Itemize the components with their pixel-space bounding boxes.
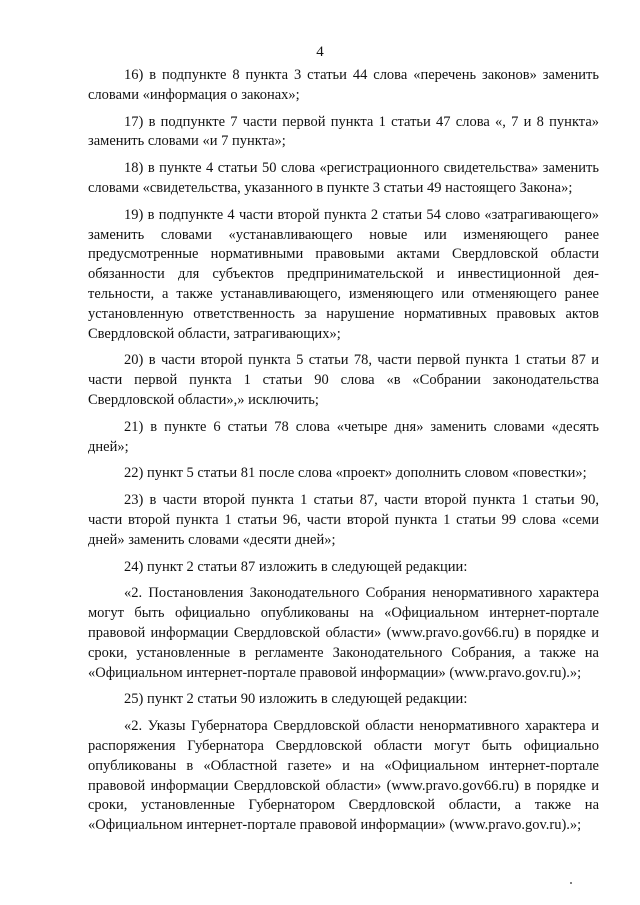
scan-speck xyxy=(570,882,572,884)
paragraph-19: 19) в подпункте 4 части второй пункта 2 статьи 54 слово «затрагивающего» заменить словами «устанавливающего новые или изменяющего ранее предусмотренные нормативными правовыми актами Свердловской области обязанности для субъектов предпринимательской и инвестиционной деятельности, а также устанавливающего, изменяющего или отменяющего ранее установленную ответственность за нарушение нормативных правовых актов Свердловской области, затрагивающих»; xyxy=(88,206,599,342)
paragraph-17: 17) в подпункте 7 части первой пункта 1 статьи 47 слова «, 7 и 8 пункта» заменить словами «и 7 пункта»; xyxy=(88,113,599,150)
page-number: 4 xyxy=(316,44,324,60)
paragraph-18: 18) в пункте 4 статьи 50 слова «регистрационного свидетельства» заменить словами «свидетельства, указанного в пункте 3 статьи 49 настоящего Закона»; xyxy=(88,160,599,196)
paragraph-23: 23) в части второй пункта 1 статьи 87, части второй пункта 1 статьи 90, части второй пункта 1 статьи 96, части второй пункта 1 статьи 99 слова «семи дней» заменить словами «десяти дней»; xyxy=(88,492,599,548)
paragraph-24: 24) пункт 2 статьи 87 изложить в следующей редакции: xyxy=(124,558,468,575)
paragraph-24-quote: «2. Постановления Законодательного Собрания ненормативного характера могут быть официально опубликованы на «Официальном интернет-портале правовой информации Свердловской области» (www.pravo.gov66.ru) в порядке и сроки, установленные в регламенте Законодательного Собрания, а также на «Официальном интернет-портале правовой информации» (www.pravo.gov.ru).»; xyxy=(88,585,599,681)
paragraph-21: 21) в пункте 6 статьи 78 слова «четыре дня» заменить словами «десять дней»; xyxy=(88,418,599,455)
document-body xyxy=(88,66,599,843)
paragraph-25: 25) пункт 2 статьи 90 изложить в следующей редакции: xyxy=(124,691,468,708)
paragraph-25-quote: «2. Указы Губернатора Свердловской области ненормативного характера и распоряжения Губернатора Свердловской области могут быть официально опубликованы в «Областной газете» и на «Официальном интернет-портале правовой информации Свердловской области» (www.pravo.gov66.ru) в порядке и сроки, установленные Губернатором Свердловской области, а также на «Официальном интернет-портале правовой информации» (www.pravo.gov.ru).»; xyxy=(88,718,599,834)
paragraph-22: 22) пункт 5 статьи 81 после слова «проект» дополнить словом «повестки»; xyxy=(124,465,587,482)
paragraph-16: 16) в подпункте 8 пункта 3 статьи 44 слова «перечень законов» заменить словами «информация о законах»; xyxy=(88,67,599,103)
paragraph-20: 20) в части второй пункта 5 статьи 78, части первой пункта 1 статьи 87 и части первой пункта 1 статьи 90 слова «в «Собрании законодательства Свердловской области»,» исключить; xyxy=(88,352,599,408)
